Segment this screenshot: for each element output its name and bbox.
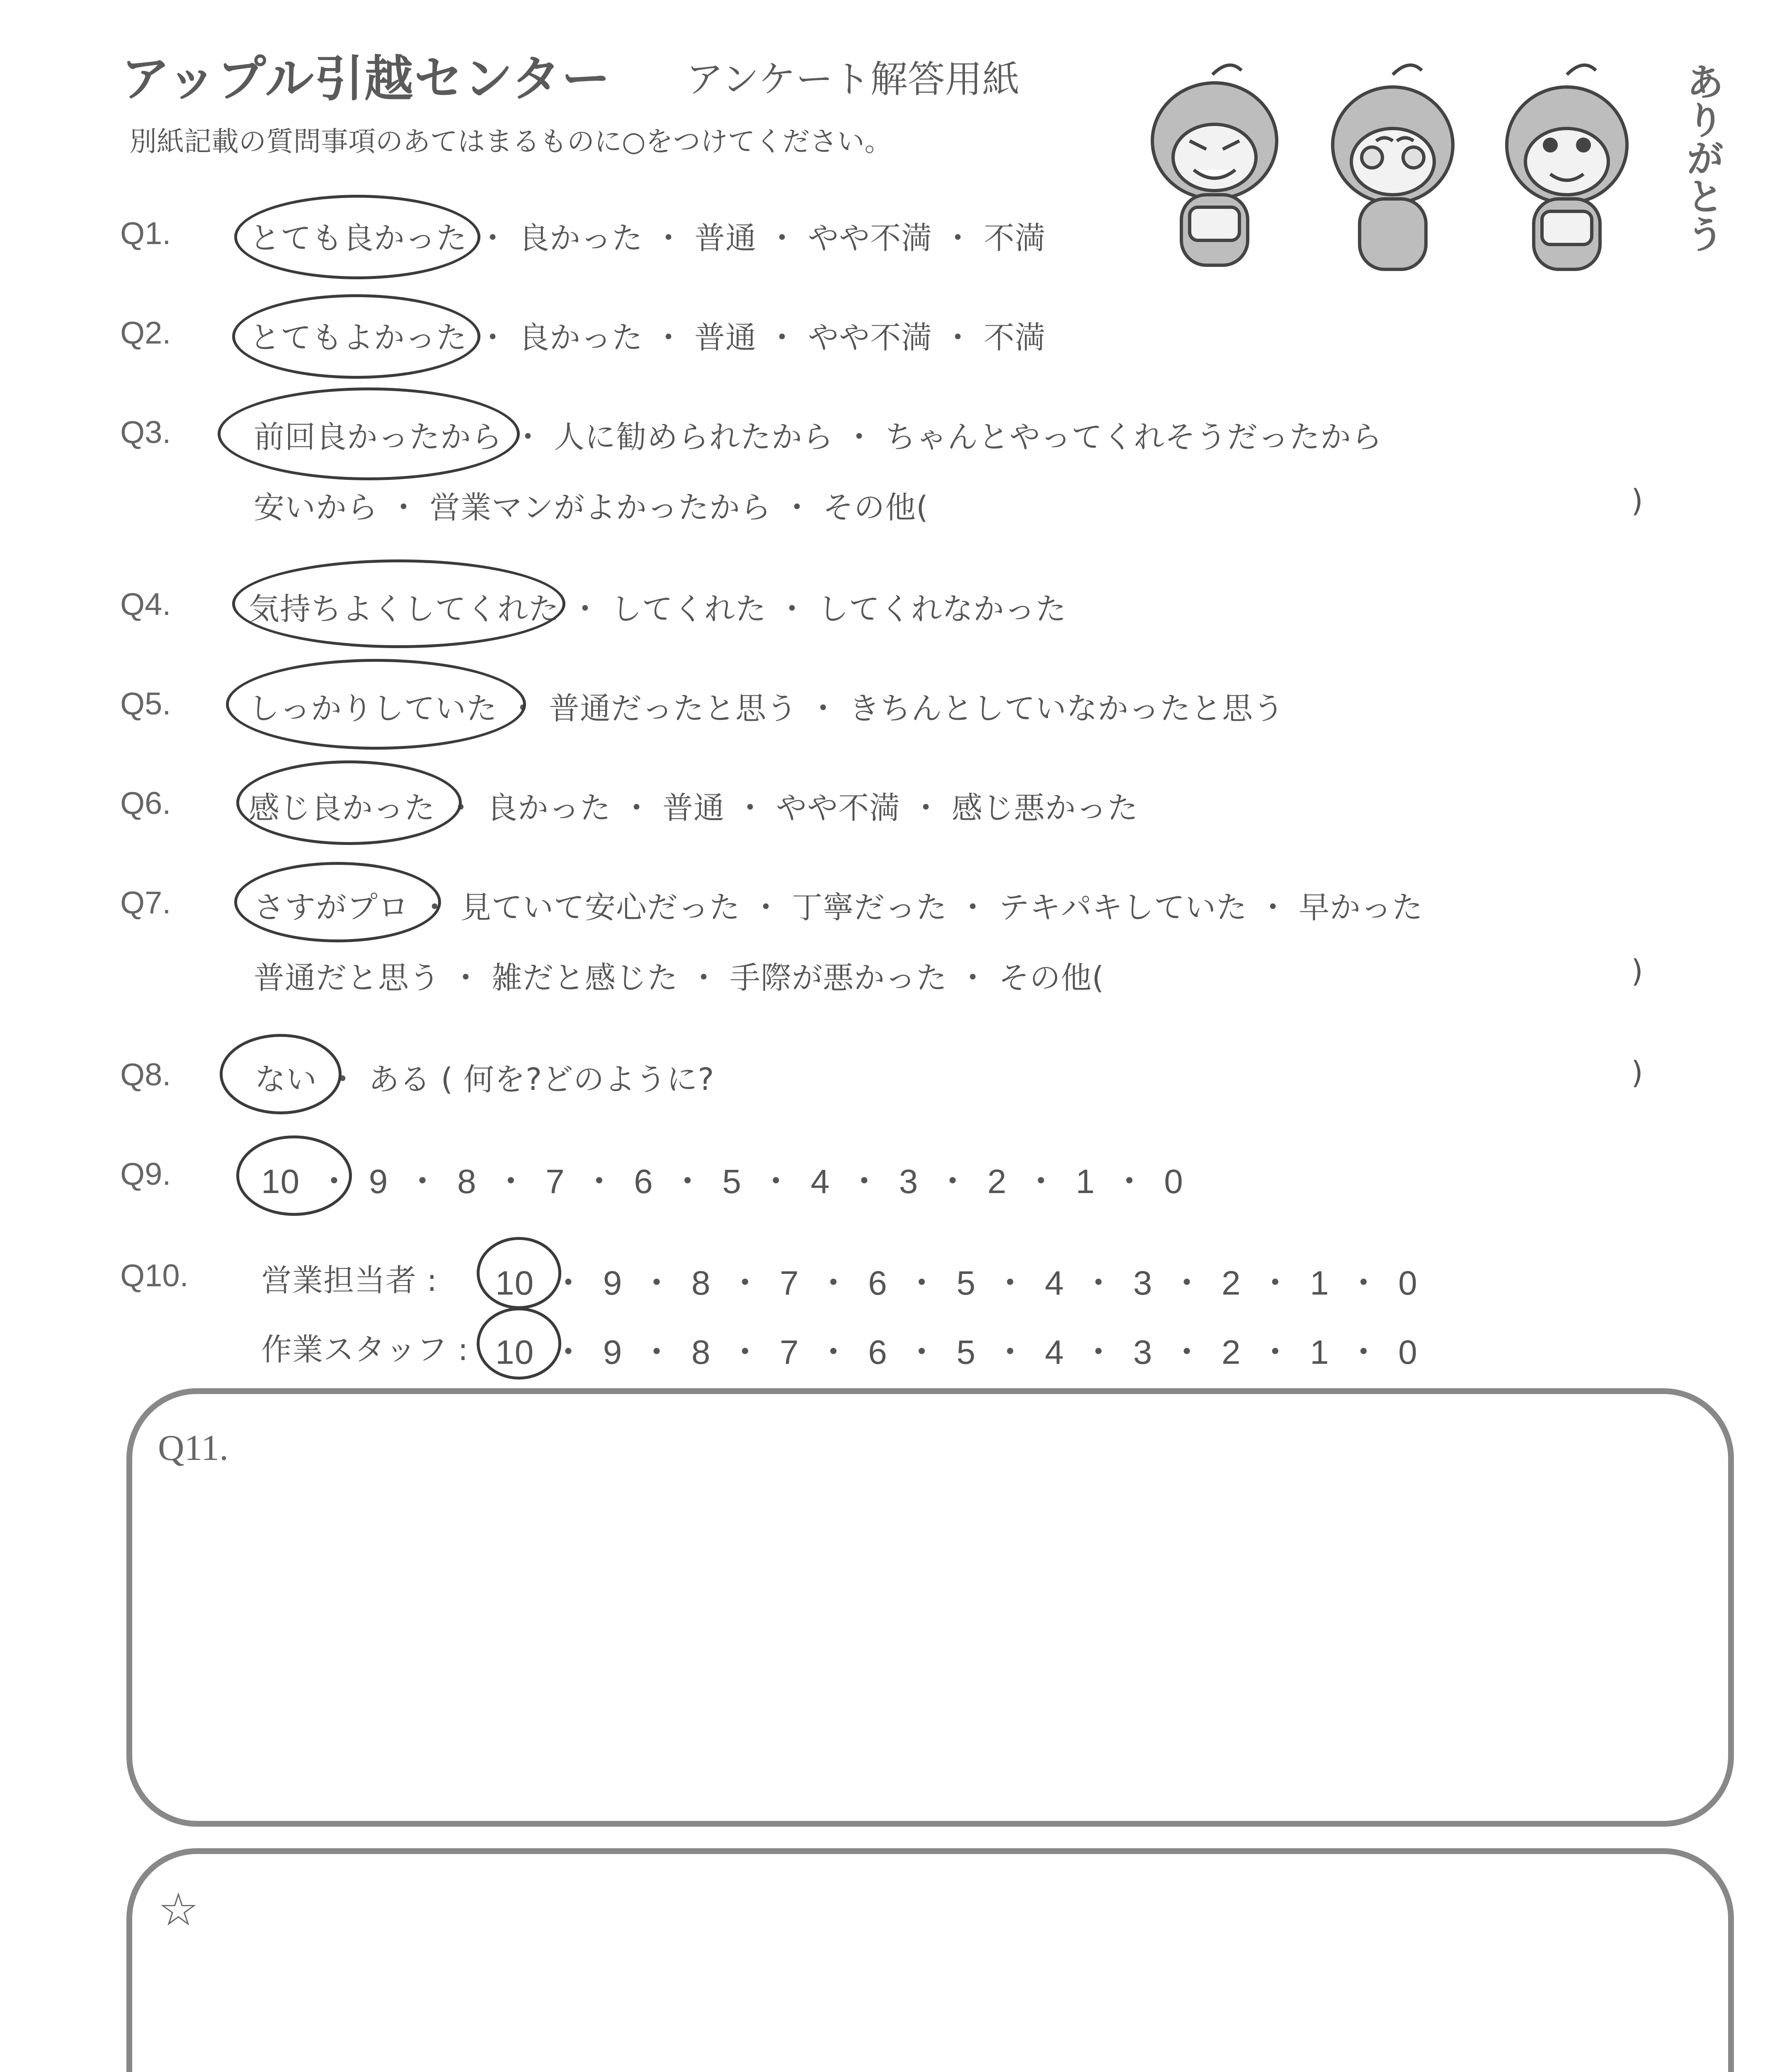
company-name: アップル引越センター <box>121 50 611 107</box>
star-comment-box[interactable] <box>126 1848 1734 2072</box>
q10-sales-label: 営業担当者 : <box>261 1263 438 1298</box>
q2-options: とてもよかった ・ 良かった ・ 普通 ・ やや不満 ・ 不満 <box>250 320 1046 356</box>
q8-label: Q8. <box>120 1057 171 1092</box>
q8-close-paren: ) <box>1631 1055 1643 1091</box>
q5-label: Q5. <box>120 686 171 721</box>
q7-options-line2: 普通だと思う ・ 雑だと感じた ・ 手際が悪かった ・ その他( <box>254 960 1105 996</box>
q10-staff-label: 作業スタッフ : <box>261 1332 469 1368</box>
star-icon: ☆ <box>158 1885 199 1935</box>
q3-options-line2: 安いから ・ 営業マンがよかったから ・ その他( <box>254 490 929 525</box>
q6-options: 感じ良かった ・ 良かった ・ 普通 ・ やや不満 ・ 感じ悪かった <box>249 790 1139 826</box>
q1-options: とても良かった ・ 良かった ・ 普通 ・ やや不満 ・ 不満 <box>250 220 1046 256</box>
monkey-shy-icon <box>1333 65 1453 269</box>
thank-you-sticker: ありがとう <box>1680 62 1724 253</box>
q5-options: しっかりしていた ・ 普通だったと思う ・ きちんとしていなかったと思う <box>249 691 1285 726</box>
q7-options-line1: さすがプロ ・ 見ていて安心だった ・ 丁寧だった ・ テキパキしていた ・ 早かった <box>254 890 1423 925</box>
monkey-mascots-illustration <box>1144 58 1700 274</box>
q4-label: Q4. <box>120 587 171 622</box>
q10-sales-scale: 10 ・ 9 ・ 8 ・ 7 ・ 6 ・ 5 ・ 4 ・ 3 ・ 2 ・ 1 ・ 0 <box>495 1264 1418 1302</box>
q1-label: Q1. <box>120 216 171 251</box>
q9-label: Q9. <box>120 1157 171 1192</box>
q7-label: Q7. <box>120 885 171 920</box>
q7-close-paren: ) <box>1631 954 1643 989</box>
q3-options-line1: 前回良かったから ・ 人に勧められたから ・ ちゃんとやってくれそうだったから <box>254 419 1383 455</box>
q3-close-paren: ) <box>1631 483 1643 519</box>
q8-options: ない ・ ある ( 何を?どのように? <box>255 1062 715 1097</box>
q9-scale: 10 ・ 9 ・ 8 ・ 7 ・ 6 ・ 5 ・ 4 ・ 3 ・ 2 ・ 1 ・ 0 <box>261 1163 1183 1201</box>
q11-label: Q11. <box>158 1428 229 1468</box>
monkey-smiling-icon <box>1507 65 1627 269</box>
q10-staff-scale: 10 ・ 9 ・ 8 ・ 7 ・ 6 ・ 5 ・ 4 ・ 3 ・ 2 ・ 1 ・ 0 <box>495 1334 1418 1371</box>
q6-label: Q6. <box>120 786 171 821</box>
form-title: アンケート解答用紙 <box>686 58 1020 101</box>
q10-label: Q10. <box>120 1258 189 1293</box>
q11-comment-box[interactable] <box>126 1388 1734 1827</box>
q4-options: 気持ちよくしてくれた ・ してくれた ・ してくれなかった <box>249 591 1067 627</box>
q2-label: Q2. <box>120 315 171 351</box>
monkey-laughing-icon <box>1152 65 1277 265</box>
instruction-text: 別紙記載の質問事項のあてはまるものに○をつけてください。 <box>129 126 892 157</box>
q3-label: Q3. <box>120 415 171 450</box>
